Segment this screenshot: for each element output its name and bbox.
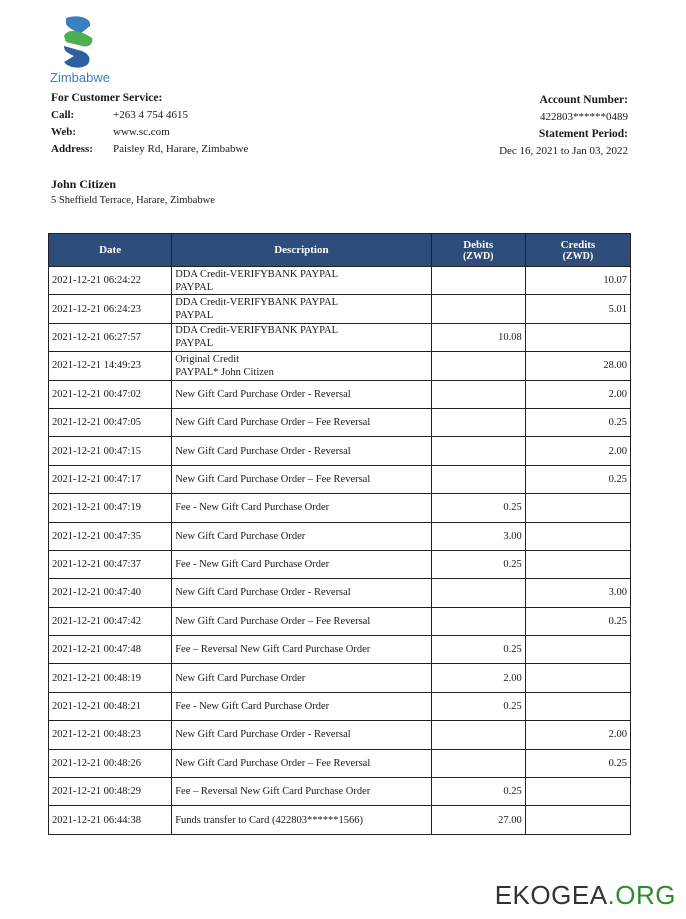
transaction-debit: 2.00: [431, 664, 525, 692]
transaction-description: [172, 295, 431, 323]
transaction-credit: [525, 806, 630, 834]
transaction-description: [172, 352, 431, 380]
transaction-date: 2021-12-21 00:47:35: [49, 522, 172, 550]
description-line: PAYPAL: [175, 338, 214, 350]
description-column-header: Description: [172, 234, 431, 267]
table-row: [49, 806, 631, 834]
web-label: Web:: [51, 126, 77, 138]
transaction-date: 2021-12-21 14:49:23: [49, 352, 172, 380]
description-line: Original Credit: [175, 353, 240, 365]
transaction-debit: [431, 607, 525, 635]
transaction-debit: 0.25: [431, 550, 525, 578]
transaction-credit: 0.25: [525, 465, 630, 493]
bank-logo: [50, 14, 120, 85]
transaction-debit: 0.25: [431, 778, 525, 806]
transaction-debit: 10.08: [431, 323, 525, 351]
description-line: Fee – Reversal New Gift Card Purchase Order: [175, 786, 371, 798]
transaction-debit: [431, 295, 525, 323]
transaction-credit: 3.00: [525, 579, 630, 607]
description-line: New Gift Card Purchase Order - Reversal: [175, 587, 351, 599]
statement-period-label: Statement Period:: [538, 128, 628, 140]
transaction-description: [172, 267, 431, 295]
transaction-date: 2021-12-21 06:27:57: [49, 323, 172, 351]
web-value: www.sc.com: [113, 126, 170, 138]
table-row: [49, 267, 631, 295]
transaction-date: 2021-12-21 00:48:26: [49, 749, 172, 777]
transaction-description: [172, 522, 431, 550]
transaction-date: 2021-12-21 06:24:22: [49, 267, 172, 295]
transaction-description: [172, 323, 431, 351]
transaction-date: 2021-12-21 00:47:37: [49, 550, 172, 578]
transaction-date: 2021-12-21 06:24:23: [49, 295, 172, 323]
transaction-debit: [431, 380, 525, 408]
description-line: Fee - New Gift Card Purchase Order: [175, 502, 330, 514]
transaction-debit: [431, 352, 525, 380]
call-value: +263 4 754 4615: [113, 109, 188, 121]
table-row: [49, 579, 631, 607]
table-row: [49, 295, 631, 323]
transaction-debit: 0.25: [431, 692, 525, 720]
description-line: New Gift Card Purchase Order - Reversal: [175, 445, 351, 457]
description-line: DDA Credit-VERIFYBANK PAYPAL: [175, 297, 338, 309]
account-number-label: Account Number:: [539, 94, 628, 106]
transaction-description: [172, 636, 431, 664]
description-line: PAYPAL: [175, 281, 214, 293]
transaction-debit: [431, 749, 525, 777]
transaction-credit: [525, 550, 630, 578]
transaction-date: 2021-12-21 00:48:21: [49, 692, 172, 720]
table-row: [49, 465, 631, 493]
description-line: PAYPAL: [175, 310, 214, 322]
description-line: New Gift Card Purchase Order – Fee Reversal: [175, 615, 371, 627]
transaction-credit: 5.01: [525, 295, 630, 323]
transaction-credit: 2.00: [525, 721, 630, 749]
transaction-description: [172, 721, 431, 749]
transaction-date: 2021-12-21 00:47:17: [49, 465, 172, 493]
transaction-description: [172, 607, 431, 635]
transaction-date: 2021-12-21 00:48:23: [49, 721, 172, 749]
address-value: Paisley Rd, Harare, Zimbabwe: [113, 143, 249, 155]
transaction-debit: 0.25: [431, 636, 525, 664]
transaction-credit: 28.00: [525, 352, 630, 380]
transaction-description: [172, 494, 431, 522]
table-row: [49, 778, 631, 806]
address-label: Address:: [51, 143, 93, 155]
table-row: [49, 408, 631, 436]
table-row: [49, 692, 631, 720]
debits-column-header: Debits (ZWD): [431, 234, 525, 267]
description-line: Funds transfer to Card (422803******1566): [175, 814, 364, 826]
transaction-description: [172, 408, 431, 436]
transaction-debit: [431, 579, 525, 607]
transaction-description: [172, 579, 431, 607]
table-row: [49, 636, 631, 664]
watermark: EKOGEA.ORG: [494, 880, 676, 910]
transaction-debit: [431, 721, 525, 749]
credits-column-header: Credits (ZWD): [525, 234, 630, 267]
table-row: [49, 749, 631, 777]
date-column-header: Date: [49, 234, 172, 267]
description-line: New Gift Card Purchase Order - Reversal: [175, 729, 351, 741]
customer-service-heading: For Customer Service:: [51, 92, 163, 104]
description-line: New Gift Card Purchase Order - Reversal: [175, 388, 351, 400]
transaction-credit: [525, 323, 630, 351]
table-row: [49, 721, 631, 749]
table-row: [49, 323, 631, 351]
description-line: Fee – Reversal New Gift Card Purchase Order: [175, 644, 371, 656]
transaction-description: [172, 550, 431, 578]
table-row: [49, 352, 631, 380]
description-line: Fee - New Gift Card Purchase Order: [175, 559, 330, 571]
account-info-block: [499, 92, 628, 160]
transaction-credit: [525, 692, 630, 720]
transaction-date: 2021-12-21 00:47:40: [49, 579, 172, 607]
account-holder-block: [51, 177, 215, 206]
transaction-date: 2021-12-21 06:44:38: [49, 806, 172, 834]
transaction-debit: [431, 408, 525, 436]
transaction-date: 2021-12-21 00:47:05: [49, 408, 172, 436]
transaction-credit: 0.25: [525, 607, 630, 635]
table-row: [49, 494, 631, 522]
transaction-date: 2021-12-21 00:47:02: [49, 380, 172, 408]
transaction-date: 2021-12-21 00:47:15: [49, 437, 172, 465]
transaction-credit: [525, 778, 630, 806]
transaction-credit: 2.00: [525, 437, 630, 465]
transaction-date: 2021-12-21 00:47:19: [49, 494, 172, 522]
transaction-description: [172, 749, 431, 777]
transaction-description: [172, 806, 431, 834]
transaction-description: [172, 465, 431, 493]
customer-service-block: [51, 92, 248, 158]
description-line: New Gift Card Purchase Order – Fee Reversal: [175, 757, 371, 769]
transaction-debit: 3.00: [431, 522, 525, 550]
transaction-date: 2021-12-21 00:48:29: [49, 778, 172, 806]
transaction-debit: [431, 465, 525, 493]
table-row: [49, 437, 631, 465]
transaction-debit: [431, 437, 525, 465]
transaction-debit: 0.25: [431, 494, 525, 522]
transaction-description: [172, 664, 431, 692]
description-line: Fee - New Gift Card Purchase Order: [175, 701, 330, 713]
statement-period-value: Dec 16, 2021 to Jan 03, 2022: [499, 145, 628, 157]
transaction-credit: [525, 636, 630, 664]
transaction-date: 2021-12-21 00:47:48: [49, 636, 172, 664]
transaction-credit: 0.25: [525, 408, 630, 436]
transaction-description: [172, 380, 431, 408]
transaction-debit: 27.00: [431, 806, 525, 834]
transaction-credit: [525, 522, 630, 550]
transaction-credit: 10.07: [525, 267, 630, 295]
table-row: [49, 522, 631, 550]
table-row: [49, 550, 631, 578]
transaction-credit: 0.25: [525, 749, 630, 777]
table-row: [49, 380, 631, 408]
table-row: [49, 607, 631, 635]
description-line: New Gift Card Purchase Order: [175, 530, 306, 542]
transaction-description: [172, 437, 431, 465]
bank-region-label: Zimbabwe: [50, 70, 110, 85]
description-line: New Gift Card Purchase Order – Fee Reversal: [175, 473, 371, 485]
standard-chartered-logo-icon: [58, 14, 98, 70]
transactions-table: [48, 233, 631, 835]
transaction-credit: [525, 664, 630, 692]
account-number-value: 422803******0489: [540, 111, 628, 123]
holder-name: John Citizen: [51, 177, 117, 191]
transaction-date: 2021-12-21 00:47:42: [49, 607, 172, 635]
description-line: DDA Credit-VERIFYBANK PAYPAL: [175, 325, 338, 337]
call-label: Call:: [51, 109, 75, 121]
holder-address: 5 Sheffield Terrace, Harare, Zimbabwe: [51, 195, 215, 206]
transaction-credit: [525, 494, 630, 522]
transaction-description: [172, 692, 431, 720]
transaction-date: 2021-12-21 00:48:19: [49, 664, 172, 692]
table-header-row: [49, 234, 631, 267]
transaction-debit: [431, 267, 525, 295]
table-row: [49, 664, 631, 692]
transaction-description: [172, 778, 431, 806]
description-line: New Gift Card Purchase Order: [175, 672, 306, 684]
description-line: New Gift Card Purchase Order – Fee Reversal: [175, 417, 371, 429]
description-line: DDA Credit-VERIFYBANK PAYPAL: [175, 268, 338, 280]
transaction-credit: 2.00: [525, 380, 630, 408]
description-line: PAYPAL* John Citizen: [175, 366, 274, 378]
